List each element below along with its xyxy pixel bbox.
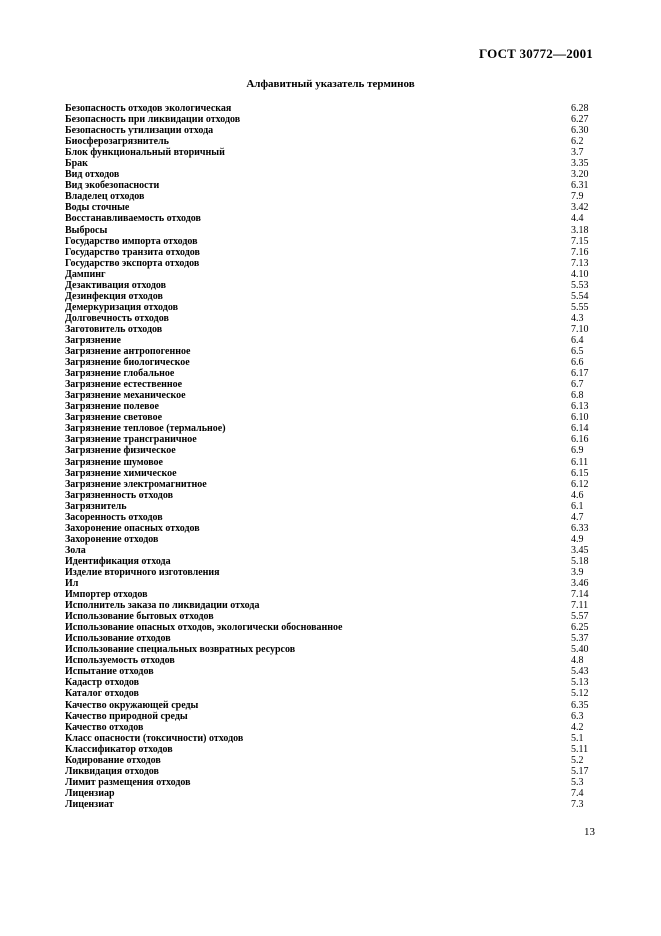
index-entry	[65, 733, 605, 744]
index-entry-term: Качество отходов	[65, 721, 144, 733]
index-entry-ref: 3.9	[571, 566, 584, 578]
index-entry-term: Безопасность утилизации отхода	[65, 125, 214, 137]
index-entry	[65, 512, 605, 523]
index-entry-term: Загрязненность отходов	[65, 489, 173, 501]
index-entry-ref: 3.7	[571, 147, 584, 159]
index-entry	[65, 490, 605, 501]
index-entry-term: Зола	[65, 544, 86, 556]
index-entry-term: Владелец отходов	[65, 191, 145, 203]
page-number: 13	[584, 826, 595, 838]
index-entry	[65, 423, 605, 434]
index-entry-ref: 4.7	[571, 511, 584, 523]
index-entry	[65, 445, 605, 456]
index-entry-ref: 4.10	[571, 268, 589, 280]
index-entry	[65, 379, 605, 390]
index-entry-term: Захоронение опасных отходов	[65, 522, 200, 534]
index-entry-ref: 6.3	[571, 710, 584, 722]
index-entry-ref: 6.14	[571, 423, 589, 435]
index-entry-term: Безопасность отходов экологическая	[65, 103, 232, 114]
index-entry-ref: 3.20	[571, 169, 589, 181]
index-entry-ref: 6.8	[571, 390, 584, 402]
index-entry	[65, 401, 605, 412]
index-entry	[65, 169, 605, 180]
index-entry	[65, 191, 605, 202]
index-entry	[65, 655, 605, 666]
index-entry-ref: 5.43	[571, 666, 589, 678]
index-entry-ref: 6.10	[571, 412, 589, 424]
index-entry-term: Испытание отходов	[65, 666, 154, 678]
index-entry-term: Класс опасности (токсичности) отходов	[65, 732, 244, 744]
index-entry-ref: 7.14	[571, 589, 589, 601]
index-entry-ref: 5.37	[571, 633, 589, 645]
index-entry-term: Загрязнение химическое	[65, 467, 177, 479]
index-entry-term: Государство импорта отходов	[65, 235, 198, 247]
index-entry-ref: 6.31	[571, 180, 589, 192]
index-entry-ref: 7.11	[571, 600, 589, 612]
index-entry	[65, 468, 605, 479]
index-entry-ref: 4.2	[571, 721, 584, 733]
index-entry-ref: 3.45	[571, 544, 589, 556]
index-entry-ref: 6.28	[571, 103, 589, 114]
index-entry-term: Ликвидация отходов	[65, 765, 159, 777]
index-entry-term: Лицензиат	[65, 798, 114, 810]
index-entry-ref: 6.15	[571, 467, 589, 479]
index-entry-ref: 6.4	[571, 334, 584, 346]
index-entry-ref: 3.18	[571, 224, 589, 236]
index-title: Алфавитный указатель терминов	[246, 78, 415, 90]
index-entry	[65, 600, 605, 611]
index-entry-term: Классификатор отходов	[65, 743, 173, 755]
index-entry-ref: 6.33	[571, 522, 589, 534]
index-entry-ref: 6.12	[571, 478, 589, 490]
index-entry-term: Загрязнение полевое	[65, 401, 159, 413]
index-entry-ref: 6.13	[571, 401, 589, 413]
index-entry	[65, 180, 605, 191]
index-entry	[65, 523, 605, 534]
index-entry-term: Загрязнение	[65, 334, 121, 346]
index-entry	[65, 390, 605, 401]
index-entry	[65, 158, 605, 169]
index-entry-term: Дезактивация отходов	[65, 279, 167, 291]
index-entry	[65, 280, 605, 291]
index-entry-ref: 5.12	[571, 688, 589, 700]
index-entry-ref: 4.3	[571, 312, 584, 324]
index-entry	[65, 567, 605, 578]
index-entry-term: Кадастр отходов	[65, 677, 140, 689]
index-entry	[65, 677, 605, 688]
index-entry-term: Демеркуризация отходов	[65, 301, 178, 313]
index-entry-ref: 6.11	[571, 456, 589, 468]
index-entry-term: Лицензиар	[65, 787, 115, 799]
index-entry-ref: 6.9	[571, 445, 584, 457]
index-entry	[65, 236, 605, 247]
index-entry	[65, 622, 605, 633]
index-entry-term: Качество окружающей среды	[65, 699, 199, 711]
index-entry-term: Загрязнение механическое	[65, 390, 186, 402]
index-entry	[65, 777, 605, 788]
index-entry	[65, 324, 605, 335]
index-entry-ref: 6.7	[571, 379, 584, 391]
index-entry-ref: 5.54	[571, 290, 589, 302]
index-entry-ref: 4.4	[571, 213, 584, 225]
index-entry-term: Лимит размещения отходов	[65, 776, 191, 788]
index-entry	[65, 357, 605, 368]
index-entry-ref: 5.3	[571, 776, 584, 788]
index-entry-term: Безопасность при ликвидации отходов	[65, 114, 241, 126]
index-entry	[65, 225, 605, 236]
index-entry-ref: 5.13	[571, 677, 589, 689]
index-entry-ref: 5.11	[571, 743, 589, 755]
index-entry-term: Загрязнение антропогенное	[65, 346, 191, 358]
index-entry	[65, 247, 605, 258]
index-entry-term: Вид экобезопасности	[65, 180, 160, 192]
index-entry-term: Загрязнение физическое	[65, 445, 176, 457]
index-entry-ref: 5.18	[571, 555, 589, 567]
index-entry-term: Воды сточные	[65, 202, 130, 214]
index-entry-ref: 3.46	[571, 578, 589, 590]
index-entry-term: Загрязнение электромагнитное	[65, 478, 207, 490]
index-entry-term: Использование специальных возвратных ресурсов	[65, 644, 296, 656]
index-entry-term: Идентификация отхода	[65, 555, 171, 567]
index-entry	[65, 711, 605, 722]
index-entry	[65, 103, 605, 114]
index-entry	[65, 633, 605, 644]
index-entry-term: Биосферозагрязнитель	[65, 136, 169, 148]
index-entry-term: Загрязнение световое	[65, 412, 163, 424]
index-entry	[65, 666, 605, 677]
index-entry	[65, 744, 605, 755]
index-entry	[65, 501, 605, 512]
index-entry	[65, 313, 605, 324]
index-entry	[65, 722, 605, 733]
index-entry	[65, 644, 605, 655]
index-entry-ref: 5.57	[571, 611, 589, 623]
index-entry	[65, 269, 605, 280]
index-entry-term: Загрязнение трансграничное	[65, 434, 197, 446]
index-entry-term: Импортер отходов	[65, 589, 148, 601]
index-entry	[65, 534, 605, 545]
index-entry-term: Вид отходов	[65, 169, 120, 181]
document-code: ГОСТ 30772—2001	[478, 46, 593, 61]
index-entry-term: Загрязнение тепловое (термальное)	[65, 423, 226, 435]
index-entry	[65, 457, 605, 468]
index-entry-ref: 6.16	[571, 434, 589, 446]
index-entry	[65, 788, 605, 799]
index-entry-ref: 7.15	[571, 235, 589, 247]
index-entry	[65, 799, 605, 810]
index-entry-ref: 6.5	[571, 346, 584, 358]
index-entry	[65, 412, 605, 423]
index-entry-ref: 4.8	[571, 655, 584, 667]
index-entry	[65, 589, 605, 600]
index-entry-ref: 7.10	[571, 323, 589, 335]
index-entry-term: Использование опасных отходов, экологически обоснованное	[65, 622, 343, 634]
index-entry-term: Загрязнение глобальное	[65, 368, 175, 380]
index-entry-term: Исполнитель заказа по ликвидации отхода	[65, 600, 260, 612]
index-entry	[65, 688, 605, 699]
index-entry	[65, 147, 605, 158]
index-entry-term: Использование отходов	[65, 633, 171, 645]
index-entry-term: Использование бытовых отходов	[65, 611, 214, 623]
index-entry	[65, 335, 605, 346]
index-entry-ref: 7.16	[571, 246, 589, 258]
index-entry	[65, 578, 605, 589]
index-entry	[65, 556, 605, 567]
index-entry-term: Захоронение отходов	[65, 533, 159, 545]
index-entry-term: Государство транзита отходов	[65, 246, 200, 258]
index-entry-term: Выбросы	[65, 224, 108, 236]
index-entry	[65, 258, 605, 269]
index-entry-term: Заготовитель отходов	[65, 323, 163, 335]
index-entry	[65, 136, 605, 147]
index-entry-ref: 7.3	[571, 798, 584, 810]
index-entry	[65, 479, 605, 490]
index-entry-term: Загрязнение биологическое	[65, 357, 190, 369]
index-entry-term: Восстанавливаемость отходов	[65, 213, 201, 225]
index-entry-term: Ил	[65, 578, 79, 590]
index-entry-ref: 5.55	[571, 301, 589, 313]
index-entry-term: Государство экспорта отходов	[65, 257, 200, 269]
index-entry	[65, 202, 605, 213]
index-entry-ref: 7.9	[571, 191, 584, 203]
index-entry-term: Засоренность отходов	[65, 511, 163, 523]
index-entry-ref: 5.40	[571, 644, 589, 656]
index-entry	[65, 766, 605, 777]
index-entry-term: Качество природной среды	[65, 710, 188, 722]
index-entry-term: Изделие вторичного изготовления	[65, 566, 220, 578]
index-entry	[65, 368, 605, 379]
index-entry-ref: 6.1	[571, 500, 584, 512]
index-entry-ref: 5.53	[571, 279, 589, 291]
index-entry-term: Загрязнитель	[65, 500, 127, 512]
index-entry-ref: 7.4	[571, 787, 584, 799]
index-entry	[65, 291, 605, 302]
index-entry-ref: 5.2	[571, 754, 584, 766]
index-entry-ref: 6.35	[571, 699, 589, 711]
index-entry-term: Используемость отходов	[65, 655, 175, 667]
index-entry-term: Блок функциональный вторичный	[65, 147, 225, 159]
index-entry-ref: 5.1	[571, 732, 584, 744]
index-entry-ref: 3.42	[571, 202, 589, 214]
index-entry-ref: 7.13	[571, 257, 589, 269]
index-entry-ref: 6.6	[571, 357, 584, 369]
index-entry-ref: 4.9	[571, 533, 584, 545]
index-entry	[65, 125, 605, 136]
index-entry	[65, 700, 605, 711]
index-entry-term: Брак	[65, 158, 88, 170]
index-entry-ref: 5.17	[571, 765, 589, 777]
index-entry	[65, 755, 605, 766]
index-entry-term: Загрязнение естественное	[65, 379, 183, 391]
index-entry-term: Дезинфекция отходов	[65, 290, 163, 302]
index-entry-term: Долговечность отходов	[65, 312, 169, 324]
index-entry	[65, 213, 605, 224]
index-entry-term: Кодирование отходов	[65, 754, 161, 766]
index-entry-ref: 6.27	[571, 114, 589, 126]
index-entry	[65, 611, 605, 622]
index-entry	[65, 302, 605, 313]
index-entry	[65, 545, 605, 556]
index-entry-term: Дампинг	[65, 268, 106, 280]
index-entry	[65, 434, 605, 445]
index-entry-ref: 6.25	[571, 622, 589, 634]
index-entry-term: Загрязнение шумовое	[65, 456, 163, 468]
index-entry-ref: 6.30	[571, 125, 589, 137]
index-entry	[65, 114, 605, 125]
index-entry-ref: 3.35	[571, 158, 589, 170]
index-entry	[65, 346, 605, 357]
terms-list	[65, 103, 605, 810]
index-entry-ref: 6.17	[571, 368, 589, 380]
index-entry-term: Каталог отходов	[65, 688, 139, 700]
index-entry-ref: 6.2	[571, 136, 584, 148]
index-entry-ref: 4.6	[571, 489, 584, 501]
